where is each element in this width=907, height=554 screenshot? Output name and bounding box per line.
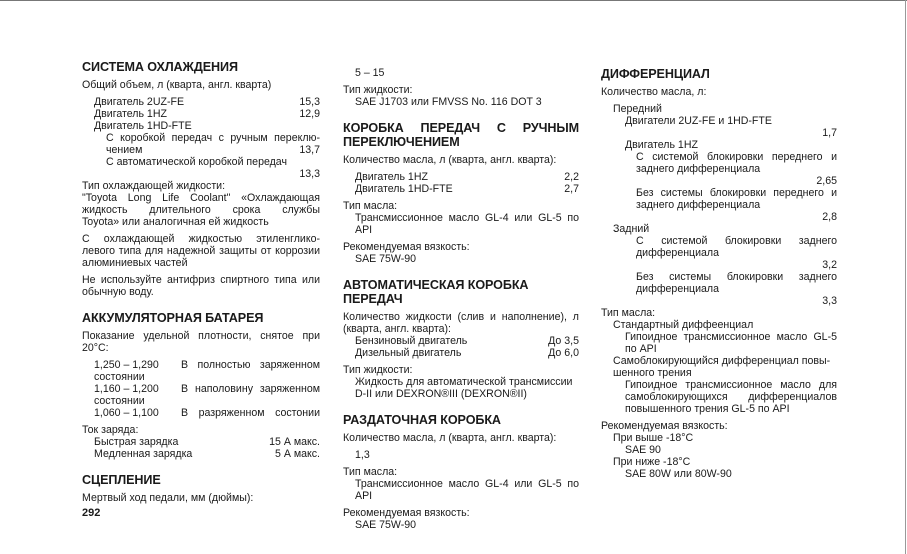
density-state-continued: состоянии xyxy=(94,395,145,407)
text-line: С системой блокировки заднего xyxy=(636,235,837,247)
spec-row xyxy=(82,96,320,108)
text-line: Количество масла, л (кварта, англ. кварта): xyxy=(343,432,557,444)
text-line: С коробкой передач с ручным переклю- xyxy=(106,132,320,144)
text-line: жидкость длительного срока службы xyxy=(82,204,320,216)
text-line: SAE J1703 или FMVSS No. 116 DOT 3 xyxy=(355,96,542,108)
text-line: Без системы блокировки заднего xyxy=(636,271,837,283)
text-line: Тип жидкости: xyxy=(343,84,413,96)
section-heading-line: ДИФФЕРЕНЦИАЛ xyxy=(601,67,710,81)
text-line: С охлаждающей жидкостью этиленглико- xyxy=(82,233,320,245)
spec-value: 13,7 xyxy=(299,144,320,156)
text-line: Тип охлаждающей жидкости: xyxy=(82,180,226,192)
spec-row xyxy=(343,171,579,183)
text-group xyxy=(82,492,320,504)
text-line: Двигатели 2UZ-FE и 1HD-FTE xyxy=(625,115,772,127)
density-row xyxy=(82,383,320,395)
text-line: заднего дифференциала xyxy=(636,199,761,211)
spec-label: Двигатель 1HZ xyxy=(355,171,428,183)
text-line: Двигатель 1HZ xyxy=(625,139,698,151)
spec-label: Двигатель 1HD-FTE xyxy=(355,183,453,195)
text-group xyxy=(343,449,579,461)
spec-value: 1,7 xyxy=(822,127,837,139)
text-line: Рекомендуемая вязкость: xyxy=(601,420,728,432)
spec-row xyxy=(343,183,579,195)
text-line: Гипоидное трансмиссионное масло GL-5 xyxy=(625,331,837,343)
text-group xyxy=(82,233,320,269)
text-group xyxy=(82,96,320,228)
text-group xyxy=(343,241,579,265)
spec-value: 5 А макс. xyxy=(274,448,320,460)
spec-label: Медленная зарядка xyxy=(94,448,193,460)
section-heading-line: СЦЕПЛЕНИЕ xyxy=(82,473,161,487)
spec-label: Двигатель 2UZ-FE xyxy=(94,96,185,108)
text-line: по API xyxy=(625,343,657,355)
text-line: Тип масла: xyxy=(343,200,398,212)
text-line: При ниже -18°C xyxy=(613,456,691,468)
text-group xyxy=(82,274,320,298)
text-group xyxy=(343,67,579,79)
section-heading-line: АВТОМАТИЧЕСКАЯ КОРОБКА ПЕРЕДАЧ xyxy=(343,278,529,306)
text-line: Рекомендуемая вязкость: xyxy=(343,241,470,253)
text-line: алюминиевых частей xyxy=(82,257,188,269)
spec-row xyxy=(82,448,320,460)
section-heading xyxy=(343,278,579,306)
text-group xyxy=(343,84,579,108)
spec-row xyxy=(82,436,320,448)
text-line: При выше -18°C xyxy=(613,432,694,444)
text-group xyxy=(82,424,320,460)
text-line: С системой блокировки переднего и xyxy=(636,151,837,163)
column-3 xyxy=(601,67,837,480)
text-line: 5 – 15 xyxy=(355,67,385,79)
section-heading xyxy=(343,413,579,427)
text-line: "Toyota Long Life Coolant" «Охлаждающая xyxy=(82,192,320,204)
text-line: Ток заряда: xyxy=(82,424,139,436)
text-line: Показание удельной плотности, снятое при xyxy=(82,330,320,342)
text-group xyxy=(82,359,320,419)
section-heading xyxy=(82,311,320,325)
section-heading-line: КОРОБКА ПЕРЕДАЧ С РУЧНЫМ xyxy=(343,121,579,135)
text-line: самоблокирующихся дифференциалов xyxy=(625,391,837,403)
spec-value: 13,3 xyxy=(299,168,320,180)
section-heading-line: РАЗДАТОЧНАЯ КОРОБКА xyxy=(343,413,501,427)
spec-value: 2,7 xyxy=(564,183,579,195)
text-group xyxy=(343,154,579,166)
text-line: повышенного трения GL-5 по API xyxy=(625,403,790,415)
section-heading xyxy=(82,60,320,74)
spec-value: 12,9 xyxy=(299,108,320,120)
spec-value: До 6,0 xyxy=(548,347,579,359)
density-range: 1,060 – 1,100 xyxy=(94,407,159,419)
text-line: Трансмиссионное масло GL-4 или GL-5 по xyxy=(355,212,579,224)
density-state-continued: состоянии xyxy=(94,371,145,383)
text-line: обычную воду. xyxy=(82,286,154,298)
spec-label: Дизельный двигатель xyxy=(355,347,462,359)
text-line: заднего дифференциала xyxy=(636,163,761,175)
text-line: Общий объем, л (кварта, англ. кварта) xyxy=(82,79,272,91)
text-group xyxy=(82,79,320,91)
section-heading xyxy=(343,121,579,149)
spec-row xyxy=(343,347,579,359)
spec-label: чением xyxy=(106,144,143,156)
text-group xyxy=(601,420,837,480)
text-line: SAE 80W или 80W-90 xyxy=(625,468,732,480)
page-border-right xyxy=(905,0,906,554)
text-line: Трансмиссионное масло GL-4 или GL-5 по xyxy=(355,478,579,490)
text-line: API xyxy=(355,224,373,236)
spec-value: 15 А макс. xyxy=(269,436,320,448)
text-line: 20°C: xyxy=(82,342,109,354)
text-group xyxy=(343,171,579,195)
text-line: дифференциала xyxy=(636,283,720,295)
density-state: В наполовину заряженном xyxy=(181,383,320,395)
text-line: Без системы блокировки переднего и xyxy=(636,187,837,199)
spec-value: 2,2 xyxy=(564,171,579,183)
text-line: SAE 90 xyxy=(625,444,661,456)
density-state: В разряженном состонии xyxy=(181,407,320,419)
spec-row xyxy=(82,108,320,120)
text-line: Стандартный диффеенциал xyxy=(613,319,754,331)
section-heading-line: ПЕРЕКЛЮЧЕНИЕМ xyxy=(343,135,460,149)
text-group xyxy=(343,466,579,502)
text-line: Задний xyxy=(613,223,650,235)
text-group xyxy=(343,507,579,531)
spec-value: 3,2 xyxy=(822,259,837,271)
text-group xyxy=(601,103,837,415)
text-line: Гипоидное трансмиссионное масло для xyxy=(625,379,837,391)
spec-row xyxy=(82,144,320,156)
section-heading-line: СИСТЕМА ОХЛАЖДЕНИЯ xyxy=(82,60,238,74)
spec-label: Бензиновый двигатель xyxy=(355,335,468,347)
text-line: Количество жидкости (слив и наполнение), л xyxy=(343,311,579,323)
density-row xyxy=(82,359,320,371)
text-line: Передний xyxy=(613,103,662,115)
density-range: 1,250 – 1,290 xyxy=(94,359,159,371)
text-line: Toyota» или аналогичная ей жидкость xyxy=(82,216,269,228)
text-group xyxy=(601,86,837,98)
text-line: С автоматической коробкой передач xyxy=(106,156,287,168)
text-line: Тип жидкости: xyxy=(343,364,413,376)
spec-row xyxy=(343,335,579,347)
text-line: Мертвый ход педали, мм (дюймы): xyxy=(82,492,254,504)
text-line: Количество масла, л (кварта, англ. кварта): xyxy=(343,154,557,166)
spec-label: Быстрая зарядка xyxy=(94,436,179,448)
text-line: API xyxy=(355,490,373,502)
density-row xyxy=(82,407,320,419)
section-heading xyxy=(82,473,320,487)
text-line: Жидкость для автоматической трансмиссии xyxy=(355,376,573,388)
text-group xyxy=(343,364,579,400)
spec-value: 15,3 xyxy=(299,96,320,108)
column-1 xyxy=(82,60,320,504)
text-group xyxy=(82,330,320,354)
page-number: 292 xyxy=(82,507,101,519)
text-group xyxy=(343,432,579,444)
text-line: Самоблокирующийся дифференциал повы- xyxy=(613,355,831,367)
text-group xyxy=(343,200,579,236)
text-line: D-II или DEXRON®III (DEXRON®II) xyxy=(355,388,527,400)
density-state: В полностью заряженном xyxy=(181,359,320,371)
text-line: Тип масла: xyxy=(343,466,398,478)
section-heading xyxy=(601,67,837,81)
text-line: 1,3 xyxy=(355,449,370,461)
density-range: 1,160 – 1,200 xyxy=(94,383,159,395)
text-line: Не используйте антифриз спиртного типа или xyxy=(82,274,320,286)
page-border-top xyxy=(0,0,907,1)
text-line: дифференциала xyxy=(636,247,720,259)
spec-value: 2,8 xyxy=(822,211,837,223)
text-line: Тип масла: xyxy=(601,307,656,319)
text-line: Двигатель 1HD-FTE xyxy=(94,120,192,132)
spec-value: 2,65 xyxy=(816,175,837,187)
section-heading-line: АККУМУЛЯТОРНАЯ БАТАРЕЯ xyxy=(82,311,264,325)
text-line: (кварта, англ. кварта): xyxy=(343,323,451,335)
text-line: Количество масла, л: xyxy=(601,86,707,98)
text-line: SAE 75W-90 xyxy=(355,519,417,531)
text-group xyxy=(343,311,579,359)
spec-value: До 3,5 xyxy=(548,335,579,347)
spec-value: 3,3 xyxy=(822,295,837,307)
text-line: левого типа для надежной защиты от коррозии xyxy=(82,245,320,257)
spec-label: Двигатель 1HZ xyxy=(94,108,167,120)
text-line: SAE 75W-90 xyxy=(355,253,417,265)
text-line: шенного трения xyxy=(613,367,692,379)
column-2 xyxy=(343,62,579,531)
text-line: Рекомендуемая вязкость: xyxy=(343,507,470,519)
